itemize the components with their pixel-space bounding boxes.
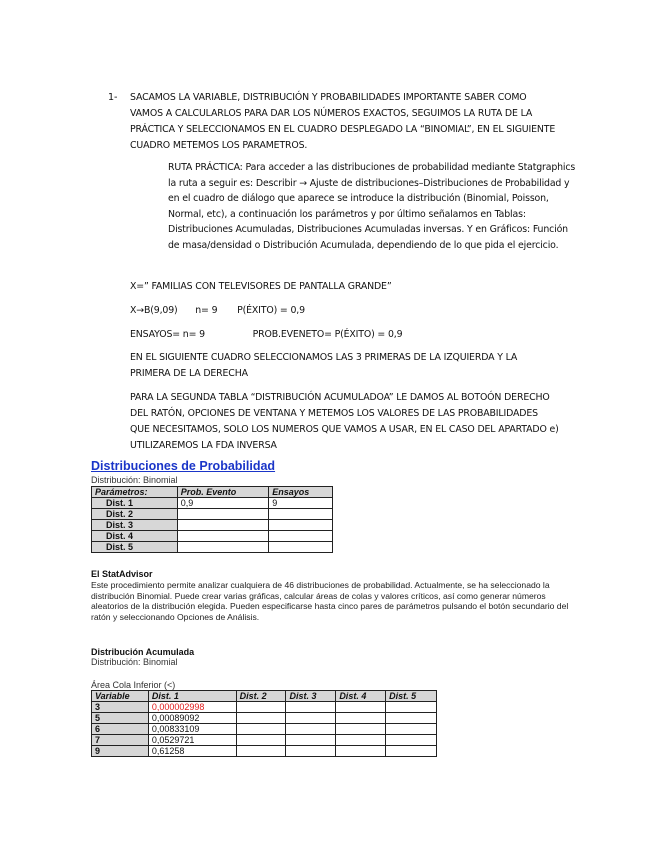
distribution-line bbox=[130, 303, 305, 319]
empty-cell bbox=[386, 713, 437, 724]
header-dist-1: Dist. 1 bbox=[148, 691, 236, 702]
dp-subtitle: Distribución: Binomial bbox=[91, 475, 178, 485]
variable-cell[interactable]: 9 bbox=[92, 746, 149, 757]
variable-cell[interactable]: 7 bbox=[92, 735, 149, 746]
ensayos-line bbox=[130, 327, 402, 343]
variable-cell[interactable]: 3 bbox=[92, 702, 149, 713]
distribution-notation: X→B(9,09) bbox=[130, 305, 178, 316]
empty-cell bbox=[236, 746, 286, 757]
table-row bbox=[92, 531, 333, 542]
cumulative-table bbox=[91, 690, 437, 757]
success-probability: P(ÉXITO) = 0,9 bbox=[237, 305, 305, 316]
ensayos-value: ENSAYOS= n= 9 bbox=[130, 329, 205, 340]
ruta-practica-paragraph: RUTA PRÁCTICA: Para acceder a las distribuciones de probabilidad mediante Statgraphics la ruta a seguir es: Describir → Ajuste de distribuciones–Distribuciones de Probabilidad y en el cuadro de diálogo que aparece se introduce la distribución (Binomial, Poisson, Normal, etc), a continuación los parámetros y por último señalamos en Tablas: Distribuciones Acumuladas, Distribuciones Acumuladas inversas. Y en Gráficos: Función de masa/densidad o Distribución Acumulada, dependiendo de lo que pida el ejercicio. bbox=[168, 162, 576, 251]
paragraph-second-table: PARA LA SEGUNDA TABLA “DISTRIBUCIÓN ACUMULADOA” LE DAMOS AL BOTOÓN DERECHO DEL RATÓN, OPCIONES DE VENTANA Y METEMOS LOS VALORES DE LAS PROBABILIDADES QUE NECESITAMOS, SOLO LOS NUMEROS QUE VAMOS A USAR, EN EL CASO DEL APARTADO e) UTILIZAREMOS LA FDA INVERSA bbox=[130, 392, 559, 451]
table-row bbox=[92, 735, 437, 746]
da-title: Distribución Acumulada bbox=[91, 647, 195, 657]
empty-cell bbox=[236, 735, 286, 746]
header-variable: Variable bbox=[92, 691, 149, 702]
row-label: Dist. 3 bbox=[92, 520, 178, 531]
empty-cell bbox=[286, 702, 336, 713]
dist-1-cell: 0,00833109 bbox=[148, 724, 236, 735]
dist-1-cell: 0,000002998 bbox=[148, 702, 236, 713]
empty-cell bbox=[286, 724, 336, 735]
dist-1-cell: 0,61258 bbox=[148, 746, 236, 757]
ensayos-cell[interactable]: 9 bbox=[269, 498, 333, 509]
header-dist-2: Dist. 2 bbox=[236, 691, 286, 702]
prob-evento-cell[interactable] bbox=[177, 520, 268, 531]
empty-cell bbox=[336, 735, 386, 746]
empty-cell bbox=[336, 713, 386, 724]
row-label: Dist. 5 bbox=[92, 542, 178, 553]
dist-1-cell: 0,0529721 bbox=[148, 735, 236, 746]
empty-cell bbox=[236, 713, 286, 724]
header-prob-evento: Prob. Evento bbox=[177, 487, 268, 498]
empty-cell bbox=[286, 713, 336, 724]
table-row bbox=[92, 542, 333, 553]
prob-evento-cell[interactable] bbox=[177, 509, 268, 520]
empty-cell bbox=[336, 724, 386, 735]
dist-1-cell: 0,00089092 bbox=[148, 713, 236, 724]
empty-cell bbox=[336, 702, 386, 713]
table-row bbox=[92, 713, 437, 724]
variable-cell[interactable]: 6 bbox=[92, 724, 149, 735]
ensayos-cell[interactable] bbox=[269, 542, 333, 553]
prob-evento-cell[interactable]: 0,9 bbox=[177, 498, 268, 509]
row-label: Dist. 4 bbox=[92, 531, 178, 542]
paragraph-selection: EN EL SIGUIENTE CUADRO SELECCIONAMOS LAS 3 PRIMERAS DE LA IZQUIERDA Y LA PRIMERA DE LA DERECHA bbox=[130, 352, 518, 379]
empty-cell bbox=[236, 724, 286, 735]
prob-evento-cell[interactable] bbox=[177, 542, 268, 553]
variable-definition: X=” FAMILIAS CON TELEVISORES DE PANTALLA GRANDE” bbox=[130, 281, 392, 292]
table-row bbox=[92, 702, 437, 713]
statadvisor-text: Este procedimiento permite analizar cualquiera de 46 distribuciones de probabilidad. Actualmente, se ha seleccionado la distribución Binomial. Puede crear varias gráficas, calcular áreas de colas y valores críticos, así como generar números aleatorios de la distribución elegida. Pueden especificarse hasta cinco pares de parámetros pulsando el botón secundario del ratón y seleccionando Opciones de Análisis. bbox=[91, 580, 569, 622]
ensayos-cell[interactable] bbox=[269, 531, 333, 542]
empty-cell bbox=[386, 746, 437, 757]
prob-evento-cell[interactable] bbox=[177, 531, 268, 542]
ensayos-cell[interactable] bbox=[269, 509, 333, 520]
table-row bbox=[92, 498, 333, 509]
table-header-row bbox=[92, 691, 437, 702]
empty-cell bbox=[286, 746, 336, 757]
list-number: 1- bbox=[108, 92, 118, 103]
table-row bbox=[92, 724, 437, 735]
empty-cell bbox=[386, 735, 437, 746]
dp-title[interactable]: Distribuciones de Probabilidad bbox=[91, 459, 276, 473]
header-parametros: Parámetros: bbox=[92, 487, 178, 498]
table-row bbox=[92, 520, 333, 531]
event-probability: PROB.EVENETO= P(ÉXITO) = 0,9 bbox=[252, 329, 403, 340]
paragraph-intro: SACAMOS LA VARIABLE, DISTRIBUCIÓN Y PROBABILIDADES IMPORTANTE SABER COMO VAMOS A CALCULARLOS PARA DAR LOS NÚMEROS EXACTOS, SEGUIMOS LA RUTA DE LA PRÁCTICA Y SELECCIONAMOS EN EL CUADRO DESPLEGADO LA “BINOMIAL”, EN EL SIGUIENTE CUADRO METEMOS LOS PARAMETROS. bbox=[130, 92, 556, 151]
ensayos-cell[interactable] bbox=[269, 520, 333, 531]
header-ensayos: Ensayos bbox=[269, 487, 333, 498]
empty-cell bbox=[286, 735, 336, 746]
empty-cell bbox=[236, 702, 286, 713]
row-label: Dist. 2 bbox=[92, 509, 178, 520]
statadvisor-title: El StatAdvisor bbox=[91, 569, 153, 579]
variable-cell[interactable]: 5 bbox=[92, 713, 149, 724]
da-subtitle: Distribución: Binomial bbox=[91, 657, 178, 667]
table-row bbox=[92, 509, 333, 520]
header-dist-3: Dist. 3 bbox=[286, 691, 336, 702]
area-label: Área Cola Inferior (<) bbox=[91, 680, 176, 690]
header-dist-4: Dist. 4 bbox=[336, 691, 386, 702]
empty-cell bbox=[386, 724, 437, 735]
header-dist-5: Dist. 5 bbox=[386, 691, 437, 702]
table-header-row bbox=[92, 487, 333, 498]
row-label: Dist. 1 bbox=[92, 498, 178, 509]
empty-cell bbox=[386, 702, 437, 713]
empty-cell bbox=[336, 746, 386, 757]
table-row bbox=[92, 746, 437, 757]
parameters-table bbox=[91, 486, 333, 553]
trials-value: n= 9 bbox=[195, 305, 218, 316]
